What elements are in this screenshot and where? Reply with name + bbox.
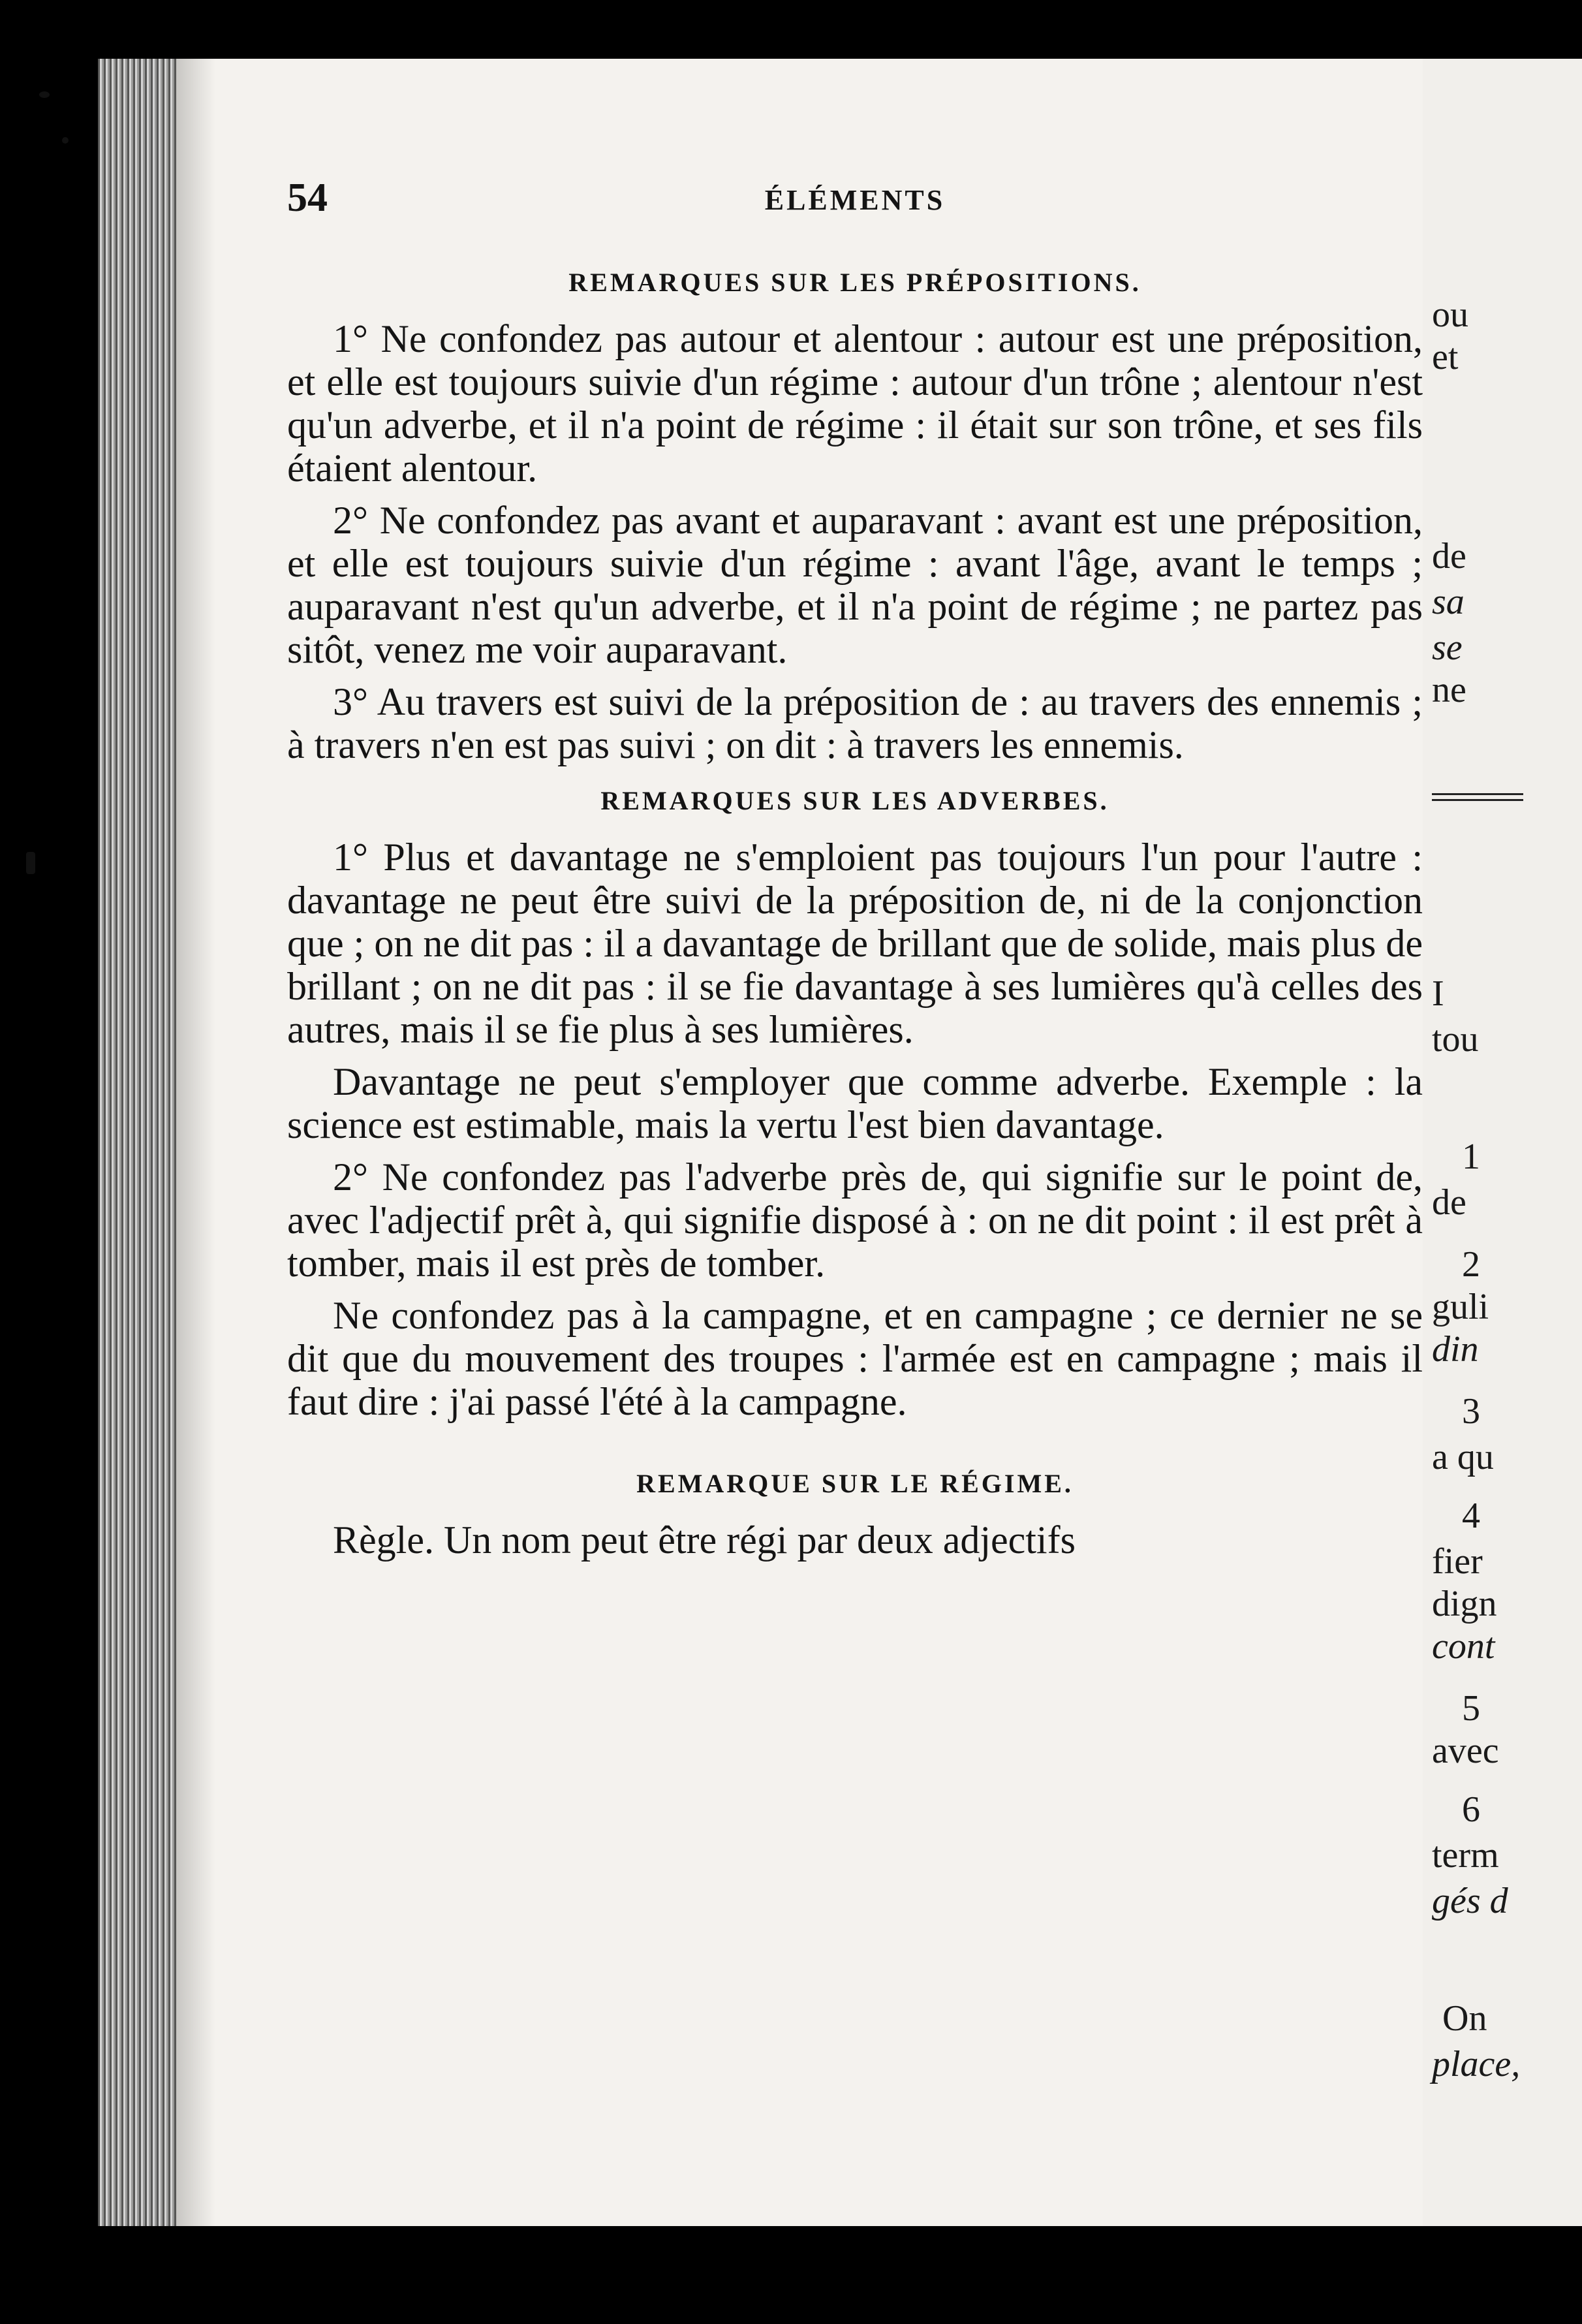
running-title: ÉLÉMENTS: [764, 184, 946, 216]
facing-text: de: [1432, 1182, 1466, 1223]
book-page: [98, 59, 1429, 2226]
page-stack-edge: [98, 59, 176, 2226]
facing-text: 6: [1462, 1789, 1480, 1830]
facing-rule: [1432, 793, 1523, 801]
paragraph: 2° Ne confondez pas l'adverbe près de, qui signifie sur le point de, avec l'adjectif prêt à, qui signifie disposé à : on ne dit point : il est prêt à tomber, mais il est près de tomber.: [287, 1155, 1423, 1285]
scan-speck: [26, 852, 35, 874]
facing-text: cont: [1432, 1626, 1495, 1667]
facing-text: 5: [1462, 1688, 1480, 1729]
paragraph: 2° Ne confondez pas avant et auparavant : avant est une préposition, et elle est toujours suivie d'un régime : avant l'âge, avant le temps ; auparavant n'est qu'un adverbe, et il n'a point de régime ; ne partez pas sitôt, venez me voir auparavant.: [287, 499, 1423, 671]
paragraph: 3° Au travers est suivi de la préposition de : au travers des ennemis ; à travers n'en est pas suivi ; on dit : à travers les ennemis.: [287, 680, 1423, 766]
facing-text: I: [1432, 973, 1444, 1014]
facing-text: de: [1432, 536, 1466, 576]
page-text-block: [287, 176, 1423, 1571]
facing-page: [1423, 59, 1582, 2226]
paragraph: Ne confondez pas à la campagne, et en campagne ; ce dernier ne se dit que du mouvement des troupes : l'armée est en campagne ; mais il faut dire : j'ai passé l'été à la campagne.: [287, 1294, 1423, 1423]
running-head: [287, 176, 1423, 248]
facing-text: term: [1432, 1835, 1499, 1876]
facing-text: tou: [1432, 1019, 1479, 1060]
section-heading: REMARQUE SUR LE RÉGIME.: [636, 1469, 1074, 1498]
facing-text: avec: [1432, 1731, 1499, 1771]
page-number: 54: [287, 176, 328, 220]
facing-text: ne: [1432, 670, 1466, 710]
scan-speck: [39, 91, 50, 98]
facing-text: se: [1432, 627, 1463, 668]
paragraph: Règle. Un nom peut être régi par deux adjectifs: [333, 1518, 1076, 1562]
facing-text: fier: [1432, 1541, 1483, 1582]
facing-text: 1: [1462, 1137, 1480, 1177]
paragraph: 1° Plus et davantage ne s'emploient pas toujours l'un pour l'autre : davantage ne peut être suivi de la préposition de, ni de la conjonction que ; on ne dit pas : il a davantage de brillant que de solide, mais plus de brillant ; on ne dit pas : il se fie davantage à ses lumières qu'à celles des autres, mais il se fie plus à ses lumières.: [287, 836, 1423, 1051]
facing-text: On: [1442, 1998, 1487, 2039]
facing-text: 4: [1462, 1496, 1480, 1536]
facing-text: a qu: [1432, 1437, 1494, 1477]
facing-text: 2: [1462, 1244, 1480, 1285]
gutter-shadow: [176, 59, 215, 2226]
section-heading: REMARQUES SUR LES ADVERBES.: [600, 786, 1109, 815]
paragraph: Davantage ne peut s'employer que comme adverbe. Exemple : la science est estimable, mais la vertu l'est bien davantage.: [287, 1060, 1423, 1146]
facing-text: ou: [1432, 294, 1468, 335]
facing-text: dign: [1432, 1584, 1497, 1624]
paragraph: 1° Ne confondez pas autour et alentour : autour est une préposition, et elle est toujours suivie d'un régime : autour d'un trône ; alentour n'est qu'un adverbe, et il n'a point de régime : il était sur son trône, et ses fils étaient alentour.: [287, 317, 1423, 490]
facing-text: gés d: [1432, 1881, 1508, 1921]
facing-text: sa: [1432, 582, 1465, 622]
facing-text: place,: [1432, 2044, 1521, 2084]
section-heading: REMARQUES SUR LES PRÉPOSITIONS.: [568, 268, 1141, 297]
facing-text: et: [1432, 337, 1459, 377]
facing-text: din: [1432, 1329, 1479, 1370]
facing-text: guli: [1432, 1287, 1489, 1327]
scan-speck: [62, 137, 69, 144]
facing-text: 3: [1462, 1391, 1480, 1432]
